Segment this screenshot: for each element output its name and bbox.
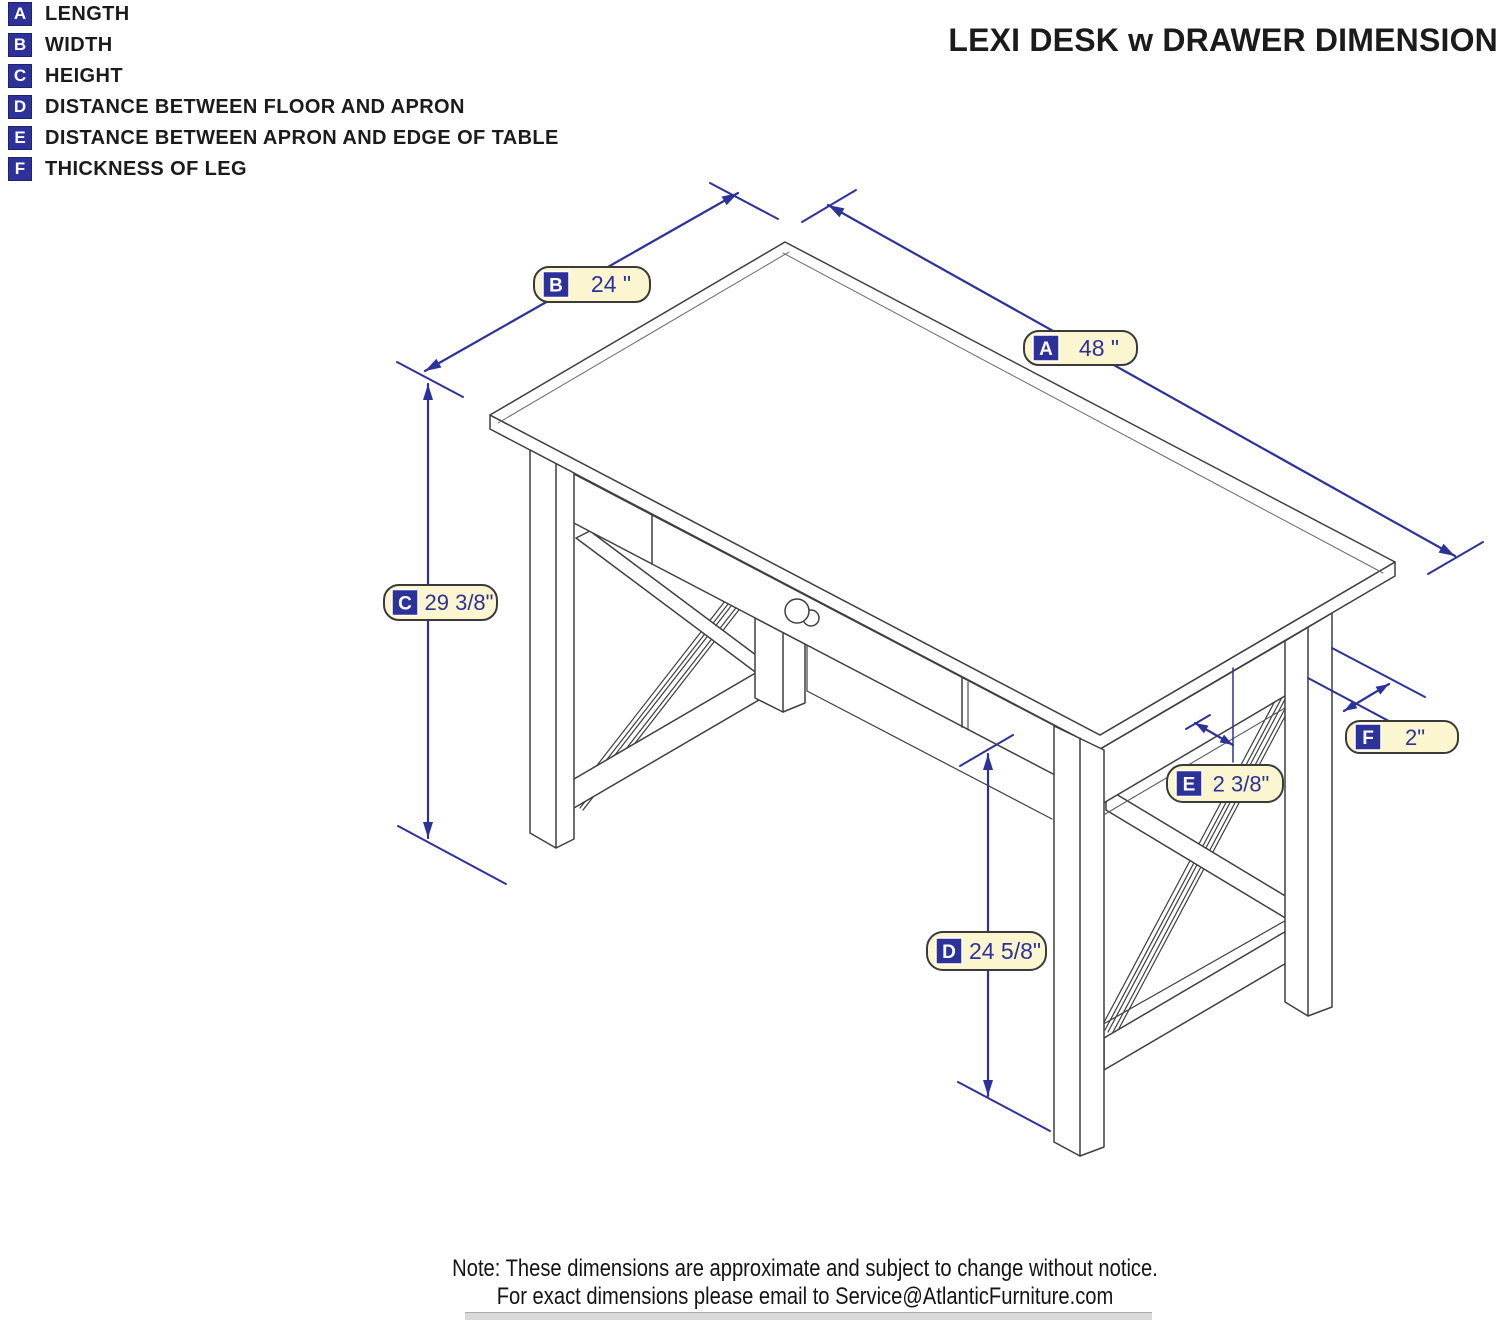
dim-label-e — [1167, 765, 1283, 802]
dim-value-d: 24 5/8" — [968, 938, 1042, 964]
legend-label-f: THICKNESS OF LEG — [45, 157, 247, 180]
legend-letter-badge-f: F — [8, 157, 32, 181]
dim-letter-a: A — [1039, 339, 1053, 360]
legend-letter-badge-e: E — [8, 126, 32, 150]
right-side-stretcher — [1104, 930, 1288, 1070]
dim-label-d — [927, 932, 1046, 970]
dim-label-f — [1346, 721, 1458, 753]
dim-label-c — [384, 585, 497, 620]
dim-letter-c: C — [398, 593, 412, 615]
ext-tick-b-top — [710, 183, 778, 219]
footnote-line-2: For exact dimensions please email to Service@AtlanticFurniture.com — [496, 1283, 1114, 1310]
legend-label-e: DISTANCE BETWEEN APRON AND EDGE OF TABLE — [45, 126, 559, 149]
legend-letter-badge-b: B — [8, 33, 32, 57]
ext-tick-d-bottom — [958, 1082, 1050, 1131]
page-title: LEXI DESK w DRAWER DIMENSION — [948, 22, 1498, 58]
front-right-leg — [1054, 726, 1104, 1156]
legend-label-c: HEIGHT — [45, 64, 123, 87]
dim-value-f: 2" — [1404, 725, 1426, 750]
legend-letter-badge-a: A — [8, 2, 32, 26]
legend-letter-badge-d: D — [8, 95, 32, 119]
dim-letter-e: E — [1182, 774, 1196, 796]
bottom-divider-bar — [465, 1312, 1152, 1320]
legend-label-a: LENGTH — [45, 2, 130, 25]
ext-tick-c-bottom — [398, 826, 506, 884]
footnote — [175, 1255, 1435, 1311]
legend-letter-badge-c: C — [8, 64, 32, 88]
dim-label-a — [1024, 331, 1137, 365]
ext-tick-a-right — [1428, 542, 1483, 574]
legend-label-d: DISTANCE BETWEEN FLOOR AND APRON — [45, 95, 465, 118]
drawer-knob — [785, 599, 809, 623]
dim-letter-b: B — [549, 275, 563, 297]
dim-value-e: 2 3/8" — [1212, 771, 1270, 797]
front-left-leg — [530, 450, 574, 848]
back-right-leg — [1285, 613, 1332, 1016]
dim-value-c: 29 3/8" — [424, 590, 494, 615]
dim-letter-f: F — [1362, 728, 1374, 749]
dim-label-b — [534, 267, 650, 302]
dim-value-b: 24 " — [590, 271, 632, 297]
legend-label-b: WIDTH — [45, 33, 113, 56]
dim-value-a: 48 " — [1078, 335, 1120, 361]
footnote-line-1: Note: These dimensions are approximate and subject to change without notice. — [452, 1255, 1158, 1282]
dim-letter-d: D — [942, 942, 956, 963]
